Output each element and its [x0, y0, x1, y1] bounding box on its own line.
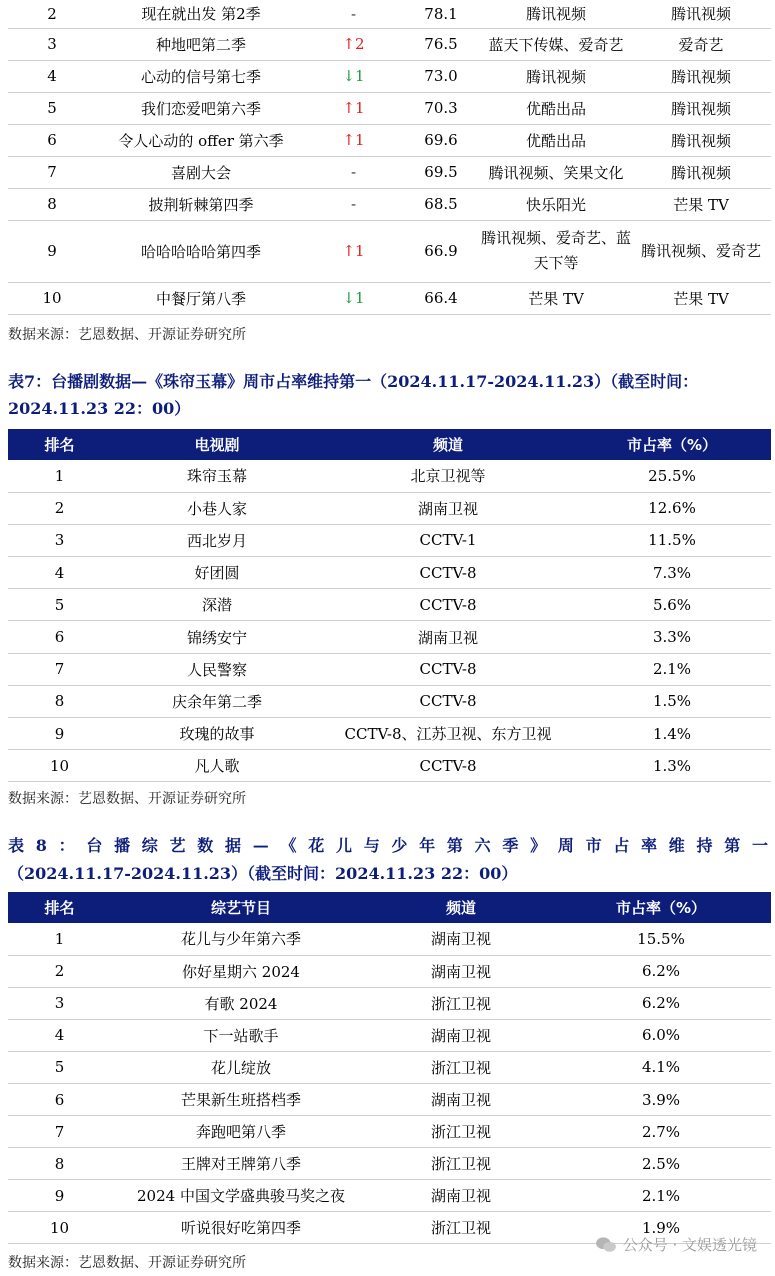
rank-cell: 2: [8, 955, 111, 987]
rank-cell: 9: [8, 718, 111, 750]
table-row: [8, 524, 771, 556]
table-row: [8, 589, 771, 621]
table-row: [8, 750, 771, 782]
channel-cell: 浙江卫视: [371, 1116, 551, 1148]
table8-caption-line1: 表8：台播综艺数据—《花儿与少年第六季》周市占率维持第一: [8, 836, 771, 855]
share-cell: 2.7%: [551, 1116, 771, 1148]
rank-cell: 7: [8, 653, 111, 685]
table-header-row: [8, 429, 771, 460]
producer-cell: 优酷出品: [481, 92, 631, 124]
rank-cell: 4: [8, 1019, 111, 1051]
change-cell: ↑1: [306, 92, 401, 124]
platform-cell: 腾讯视频: [631, 60, 771, 92]
change-cell: ↑1: [306, 220, 401, 282]
drama-cell: 西北岁月: [111, 524, 323, 556]
share-cell: 11.5%: [573, 524, 771, 556]
share-cell: 2.5%: [551, 1148, 771, 1180]
share-cell: 7.3%: [573, 557, 771, 589]
platform-cell: 腾讯视频、爱奇艺: [631, 220, 771, 282]
rank-cell: 3: [8, 28, 96, 60]
show-cell: 2024 中国文学盛典骏马奖之夜: [111, 1180, 371, 1212]
table-row: [8, 621, 771, 653]
channel-cell: 湖南卫视: [371, 1180, 551, 1212]
score-cell: 69.5: [401, 156, 481, 188]
variety-online-table: [8, 0, 771, 315]
rank-cell: 9: [8, 220, 96, 282]
name-cell: 心动的信号第七季: [96, 60, 306, 92]
channel-cell: 湖南卫视: [371, 1019, 551, 1051]
header-share: 市占率（%）: [573, 429, 771, 460]
rank-cell: 5: [8, 92, 96, 124]
channel-cell: 湖南卫视: [323, 621, 573, 653]
table-row: [8, 557, 771, 589]
name-cell: 喜剧大会: [96, 156, 306, 188]
score-cell: 68.5: [401, 188, 481, 220]
name-cell: 我们恋爱吧第六季: [96, 92, 306, 124]
share-cell: 1.9%: [551, 1212, 771, 1244]
rank-cell: 10: [8, 282, 96, 314]
score-cell: 70.3: [401, 92, 481, 124]
wechat-icon: [595, 1236, 617, 1254]
platform-cell: 爱奇艺: [631, 28, 771, 60]
channel-cell: 浙江卫视: [371, 987, 551, 1019]
drama-cell: 庆余年第二季: [111, 685, 323, 717]
change-cell: ↓1: [306, 60, 401, 92]
producer-cell: 快乐阳光: [481, 188, 631, 220]
rank-cell: 5: [8, 589, 111, 621]
rank-cell: 2: [8, 0, 96, 28]
channel-cell: 湖南卫视: [371, 955, 551, 987]
table-row: [8, 156, 771, 188]
share-cell: 3.3%: [573, 621, 771, 653]
table-row: [8, 460, 771, 492]
name-cell: 令人心动的 offer 第六季: [96, 124, 306, 156]
rank-cell: 3: [8, 524, 111, 556]
rank-cell: 8: [8, 188, 96, 220]
show-cell: 你好星期六 2024: [111, 955, 371, 987]
channel-cell: 北京卫视等: [323, 460, 573, 492]
rank-cell: 4: [8, 60, 96, 92]
table-row: [8, 188, 771, 220]
name-cell: 披荆斩棘第四季: [96, 188, 306, 220]
change-cell: -: [306, 188, 401, 220]
rank-cell: 6: [8, 1083, 111, 1115]
watermark: [595, 1234, 757, 1255]
table-row: [8, 1116, 771, 1148]
table-row: [8, 955, 771, 987]
producer-cell: 芒果 TV: [481, 282, 631, 314]
share-cell: 2.1%: [573, 653, 771, 685]
table-row: [8, 28, 771, 60]
show-cell: 芒果新生班搭档季: [111, 1083, 371, 1115]
share-cell: 1.5%: [573, 685, 771, 717]
header-channel: 频道: [323, 429, 573, 460]
rank-cell: 8: [8, 1148, 111, 1180]
producer-cell: 腾讯视频: [481, 60, 631, 92]
table-row: [8, 1180, 771, 1212]
tv-variety-table: [8, 892, 771, 1244]
score-cell: 66.9: [401, 220, 481, 282]
table-row: [8, 685, 771, 717]
rank-cell: 10: [8, 1212, 111, 1244]
change-cell: -: [306, 156, 401, 188]
channel-cell: 湖南卫视: [371, 923, 551, 955]
table-row: [8, 282, 771, 314]
name-cell: 中餐厅第八季: [96, 282, 306, 314]
share-cell: 4.1%: [551, 1051, 771, 1083]
change-cell: -: [306, 0, 401, 28]
table8-caption-line2: （2024.11.17-2024.11.23）（截至时间：2024.11.23 22：00）: [8, 864, 518, 883]
header-share: 市占率（%）: [551, 892, 771, 923]
table-row: [8, 60, 771, 92]
producer-cell: 腾讯视频: [481, 0, 631, 28]
header-show: 综艺节目: [111, 892, 371, 923]
share-cell: 1.3%: [573, 750, 771, 782]
rank-cell: 4: [8, 557, 111, 589]
drama-cell: 玫瑰的故事: [111, 718, 323, 750]
channel-cell: 浙江卫视: [371, 1148, 551, 1180]
show-cell: 有歌 2024: [111, 987, 371, 1019]
rank-cell: 8: [8, 685, 111, 717]
score-cell: 66.4: [401, 282, 481, 314]
share-cell: 2.1%: [551, 1180, 771, 1212]
drama-cell: 人民警察: [111, 653, 323, 685]
header-rank: 排名: [8, 429, 111, 460]
channel-cell: CCTV-8: [323, 589, 573, 621]
share-cell: 6.2%: [551, 987, 771, 1019]
rank-cell: 7: [8, 1116, 111, 1148]
show-cell: 花儿与少年第六季: [111, 923, 371, 955]
drama-cell: 深潜: [111, 589, 323, 621]
table-row: [8, 923, 771, 955]
table-row: [8, 220, 771, 282]
change-cell: ↑2: [306, 28, 401, 60]
producer-cell: 优酷出品: [481, 124, 631, 156]
rank-cell: 10: [8, 750, 111, 782]
platform-cell: 腾讯视频: [631, 124, 771, 156]
table-row: [8, 718, 771, 750]
platform-cell: 腾讯视频: [631, 156, 771, 188]
drama-cell: 好团圆: [111, 557, 323, 589]
table-header-row: [8, 892, 771, 923]
drama-cell: 珠帘玉幕: [111, 460, 323, 492]
rank-cell: 2: [8, 492, 111, 524]
platform-cell: 芒果 TV: [631, 282, 771, 314]
platform-cell: 腾讯视频: [631, 0, 771, 28]
share-cell: 12.6%: [573, 492, 771, 524]
share-cell: 6.0%: [551, 1019, 771, 1051]
score-cell: 73.0: [401, 60, 481, 92]
rank-cell: 5: [8, 1051, 111, 1083]
share-cell: 5.6%: [573, 589, 771, 621]
tv-drama-table: [8, 429, 771, 782]
share-cell: 3.9%: [551, 1083, 771, 1115]
channel-cell: 浙江卫视: [371, 1051, 551, 1083]
channel-cell: CCTV-8、江苏卫视、东方卫视: [323, 718, 573, 750]
rank-cell: 9: [8, 1180, 111, 1212]
drama-cell: 锦绣安宁: [111, 621, 323, 653]
table-row: [8, 1019, 771, 1051]
table-row: [8, 492, 771, 524]
header-channel: 频道: [371, 892, 551, 923]
rank-cell: 1: [8, 923, 111, 955]
name-cell: 现在就出发 第2季: [96, 0, 306, 28]
header-rank: 排名: [8, 892, 111, 923]
source-note: 数据来源：艺恩数据、开源证券研究所: [8, 1255, 246, 1271]
change-cell: ↑1: [306, 124, 401, 156]
show-cell: 花儿绽放: [111, 1051, 371, 1083]
platform-cell: 芒果 TV: [631, 188, 771, 220]
channel-cell: 湖南卫视: [371, 1083, 551, 1115]
share-cell: 6.2%: [551, 955, 771, 987]
drama-cell: 凡人歌: [111, 750, 323, 782]
table-row: [8, 1083, 771, 1115]
source-note: 数据来源：艺恩数据、开源证券研究所: [8, 327, 246, 343]
channel-cell: CCTV-1: [323, 524, 573, 556]
rank-cell: 6: [8, 621, 111, 653]
channel-cell: CCTV-8: [323, 557, 573, 589]
channel-cell: 浙江卫视: [371, 1212, 551, 1244]
rank-cell: 1: [8, 460, 111, 492]
drama-cell: 小巷人家: [111, 492, 323, 524]
channel-cell: CCTV-8: [323, 685, 573, 717]
show-cell: 听说很好吃第四季: [111, 1212, 371, 1244]
score-cell: 78.1: [401, 0, 481, 28]
channel-cell: CCTV-8: [323, 653, 573, 685]
score-cell: 76.5: [401, 28, 481, 60]
table-row: [8, 987, 771, 1019]
source-note: 数据来源：艺恩数据、开源证券研究所: [8, 791, 246, 807]
rank-cell: 6: [8, 124, 96, 156]
share-cell: 15.5%: [551, 923, 771, 955]
producer-cell: 蓝天下传媒、爱奇艺: [481, 28, 631, 60]
show-cell: 下一站歌手: [111, 1019, 371, 1051]
platform-cell: 腾讯视频: [631, 92, 771, 124]
producer-cell: 腾讯视频、爱奇艺、蓝天下等: [481, 220, 631, 282]
show-cell: 奔跑吧第八季: [111, 1116, 371, 1148]
name-cell: 种地吧第二季: [96, 28, 306, 60]
rank-cell: 7: [8, 156, 96, 188]
table-row: [8, 1148, 771, 1180]
table-row: [8, 653, 771, 685]
change-cell: ↓1: [306, 282, 401, 314]
channel-cell: 湖南卫视: [323, 492, 573, 524]
table-row: [8, 1051, 771, 1083]
table-row: [8, 92, 771, 124]
share-cell: 25.5%: [573, 460, 771, 492]
share-cell: 1.4%: [573, 718, 771, 750]
show-cell: 王牌对王牌第八季: [111, 1148, 371, 1180]
header-drama: 电视剧: [111, 429, 323, 460]
channel-cell: CCTV-8: [323, 750, 573, 782]
name-cell: 哈哈哈哈哈第四季: [96, 220, 306, 282]
watermark-text: 公众号 · 文娱透光镜: [622, 1236, 757, 1254]
table-row: [8, 124, 771, 156]
table-row: [8, 0, 771, 28]
producer-cell: 腾讯视频、笑果文化: [481, 156, 631, 188]
table7-caption: 表7：台播剧数据—《珠帘玉幕》周市占率维持第一（2024.11.17-2024.11.23）（截至时间：2024.11.23 22：00）: [8, 372, 699, 418]
score-cell: 69.6: [401, 124, 481, 156]
rank-cell: 3: [8, 987, 111, 1019]
